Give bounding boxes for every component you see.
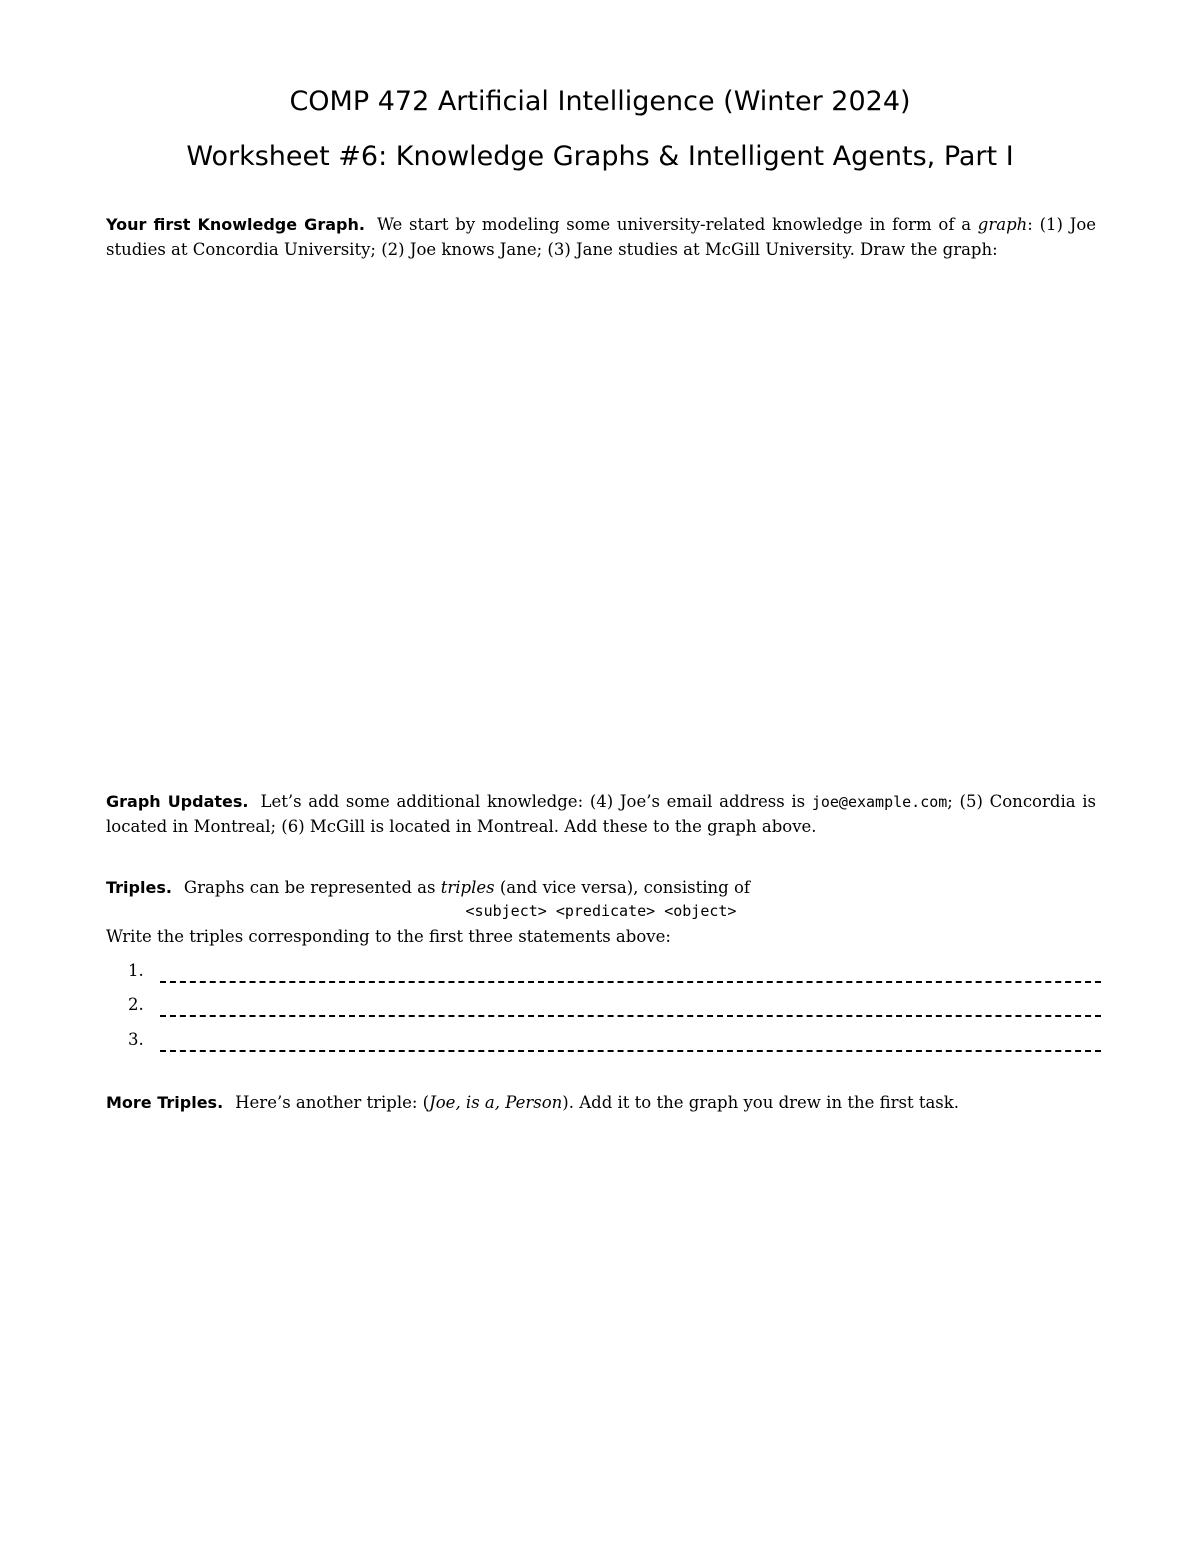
triple-pattern: <subject> <predicate> <object> xyxy=(465,902,737,920)
first-graph-emph: graph xyxy=(977,215,1028,234)
course-title: COMP 472 Artificial Intelligence (Winter 2024) xyxy=(289,86,911,117)
answer-blank[interactable] xyxy=(160,981,1101,983)
answer-line-1[interactable] xyxy=(106,961,1101,987)
more-triples-heading: More Triples. xyxy=(106,1093,224,1112)
updates-section xyxy=(106,790,1096,839)
answer-number: 2. xyxy=(128,995,144,1014)
triples-instruction: Write the triples corresponding to the first three statements above: xyxy=(106,927,671,946)
worksheet-title: Worksheet #6: Knowledge Graphs & Intelligent Agents, Part I xyxy=(186,141,1014,172)
answer-number: 3. xyxy=(128,1030,144,1049)
more-triples-section xyxy=(106,1091,1096,1116)
updates-heading: Graph Updates. xyxy=(106,792,249,811)
more-triples-text-b: ). Add it to the graph you drew in the first task. xyxy=(562,1093,959,1112)
more-triples-text-a: Here’s another triple: ( xyxy=(235,1093,430,1112)
answer-blank[interactable] xyxy=(160,1050,1101,1052)
triples-text-b: (and vice versa), consisting of xyxy=(494,878,751,897)
answer-number: 1. xyxy=(128,961,144,980)
email-code: joe@example.com xyxy=(811,793,948,811)
triples-text-a: Graphs can be represented as xyxy=(183,878,441,897)
first-graph-text-a: We start by modeling some university-related knowledge in form of a xyxy=(376,215,978,234)
triples-emph: triples xyxy=(440,878,495,897)
updates-text-b: ; (5) Concordia is located in Montreal; (6) McGill is located in Montreal. Add these to the graph above. xyxy=(106,792,1096,836)
more-triples-emph: Joe, is a, Person xyxy=(429,1093,563,1112)
first-graph-text-b: : (1) Joe studies at Concordia University; (2) Joe knows Jane; (3) Jane studies at McGill University. Draw the graph: xyxy=(106,215,1097,259)
updates-text-a: Let’s add some additional knowledge: (4) Joe’s email address is xyxy=(260,792,812,811)
answer-line-3[interactable] xyxy=(106,1030,1101,1056)
graph-drawing-area[interactable] xyxy=(106,270,1096,780)
first-graph-section xyxy=(106,213,1096,262)
answer-line-2[interactable] xyxy=(106,995,1101,1021)
triples-heading: Triples. xyxy=(106,878,172,897)
first-graph-heading: Your first Knowledge Graph. xyxy=(106,215,365,234)
triples-section xyxy=(106,876,1096,901)
answer-blank[interactable] xyxy=(160,1015,1101,1017)
